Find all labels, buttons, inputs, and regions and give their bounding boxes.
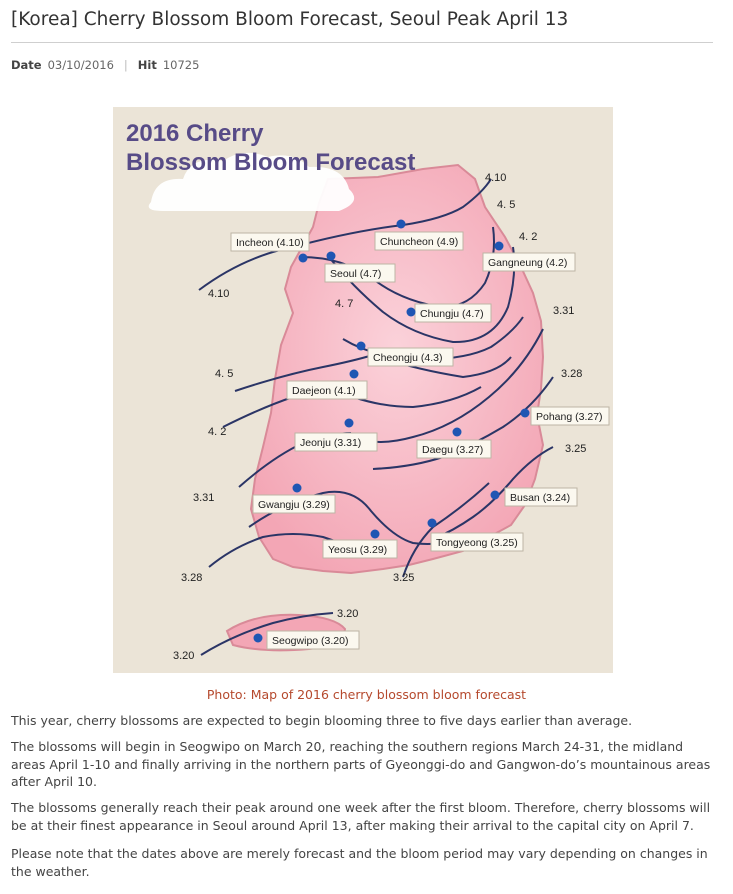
city-label: Gangneung (4.2) [488, 257, 568, 269]
meta-separator: | [123, 58, 128, 72]
map-title-line-2: Blossom Bloom Forecast [126, 149, 416, 176]
isoline-label: 4.10 [485, 172, 507, 184]
city-dot [327, 252, 336, 261]
city-dot [495, 242, 504, 251]
city-label: Yeosu (3.29) [328, 544, 388, 556]
city-label: Jeonju (3.31) [300, 437, 362, 449]
forecast-map-image [113, 107, 613, 673]
isoline-label: 4. 5 [215, 368, 234, 380]
isoline-label: 4. 7 [335, 298, 354, 310]
city-dot [299, 254, 308, 263]
isoline-label: 3.25 [565, 443, 587, 455]
isoline-label: 4. 2 [208, 426, 227, 438]
isoline-label: 3.28 [561, 368, 583, 380]
city-label: Cheongju (4.3) [373, 352, 443, 364]
city-label: Pohang (3.27) [536, 411, 603, 423]
city-label: Chuncheon (4.9) [380, 236, 459, 248]
city-dot [491, 491, 500, 500]
forecast-map [113, 107, 613, 673]
city-dot [407, 308, 416, 317]
city-label: Gwangju (3.29) [258, 499, 330, 511]
city-dot [350, 370, 359, 379]
hit-value: 10725 [162, 58, 200, 72]
hit-label: Hit [137, 58, 157, 72]
city-label: Daegu (3.27) [422, 444, 484, 456]
city-label: Busan (3.24) [510, 492, 571, 504]
date-label: Date [11, 58, 42, 72]
city-dot [371, 530, 380, 539]
city-dot [345, 419, 354, 428]
city-label: Tongyeong (3.25) [436, 537, 518, 549]
article-meta [11, 58, 199, 72]
article-paragraph: Please note that the dates above are merely forecast and the bloom period may vary depending on changes in the weather. [11, 846, 708, 879]
city-marker-chungju [407, 304, 492, 322]
city-label: Chungju (4.7) [420, 308, 484, 320]
isoline-label: 3.31 [553, 305, 575, 317]
map-title-line-1: 2016 Cherry [126, 120, 264, 147]
city-marker-seogwipo [254, 631, 360, 649]
city-label: Seoul (4.7) [330, 268, 382, 280]
isoline-label: 3.25 [393, 572, 415, 584]
isoline-label: 3.20 [337, 608, 359, 620]
date-value: 03/10/2016 [47, 58, 114, 72]
article-paragraph: The blossoms will begin in Seogwipo on March 20, reaching the southern regions March 24-31, the midland areas April 1-10 and finally arriving in the northern parts of Gyeonggi-do and Gangwon-do’s mountainous areas after April 10. [11, 739, 711, 789]
isoline-label: 3.20 [173, 650, 195, 662]
city-dot [521, 409, 530, 418]
isoline-label: 3.31 [193, 492, 215, 504]
city-dot [254, 634, 263, 643]
article-paragraph: The blossoms generally reach their peak around one week after the first bloom. Therefore, cherry blossoms will be at their finest appearance in Seoul around April 13, after making their arrival to the capital city on April 7. [11, 800, 711, 833]
city-dot [453, 428, 462, 437]
article-paragraph: This year, cherry blossoms are expected to begin blooming three to five days earlier than average. [11, 713, 633, 728]
isoline-label: 3.28 [181, 572, 203, 584]
photo-caption: Photo: Map of 2016 cherry blossom bloom forecast [206, 687, 527, 702]
city-dot [397, 220, 406, 229]
isoline-label: 4. 2 [519, 231, 538, 243]
city-dot [357, 342, 366, 351]
city-label: Seogwipo (3.20) [272, 635, 349, 647]
city-dot [293, 484, 302, 493]
city-label: Daejeon (4.1) [292, 385, 356, 397]
article-title: [Korea] Cherry Blossom Bloom Forecast, Seoul Peak April 13 [11, 9, 569, 30]
title-divider [11, 42, 713, 43]
city-marker-pohang [521, 407, 610, 425]
isoline-label: 4.10 [208, 288, 230, 300]
city-dot [428, 519, 437, 528]
city-label: Incheon (4.10) [236, 237, 304, 249]
isoline-label: 4. 5 [497, 199, 516, 211]
